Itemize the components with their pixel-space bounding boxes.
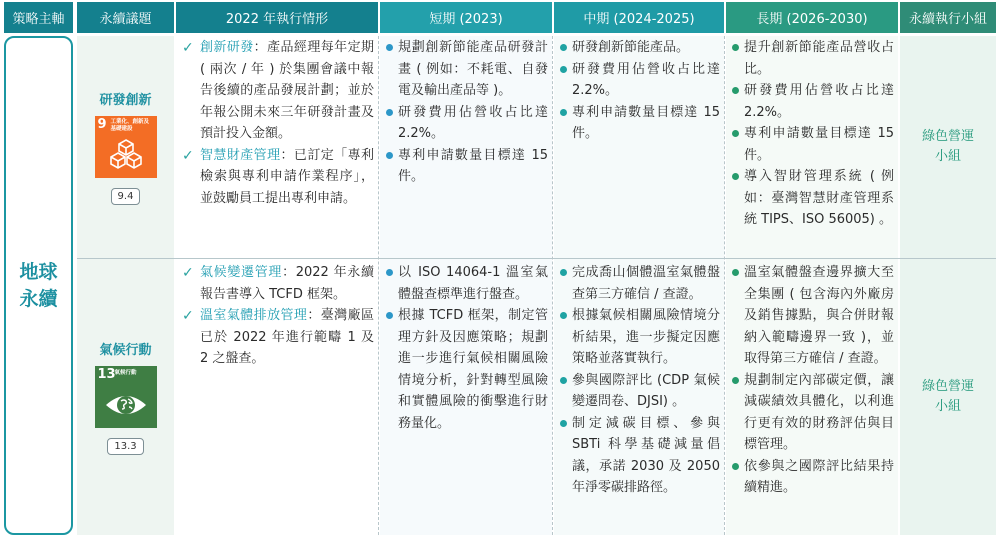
issue-cell: [77, 36, 174, 258]
status-keyword: 溫室氣體排放管理: [200, 308, 308, 323]
status-cell: [182, 262, 374, 370]
strategic-pillar: [4, 36, 73, 535]
status-keyword: 氣候變遷管理: [200, 265, 283, 280]
row-divider: [77, 258, 996, 259]
short-term-item: 根據 TCFD 框架，制定管理方針及因應策略；規劃進一步進行氣候相關風險情境分析，針對轉型風險和實體風險的衝擊進行財務量化。: [384, 305, 548, 434]
mid-term-cell: [558, 262, 720, 499]
check-icon: ✓: [182, 308, 194, 324]
sdg-number: 9: [97, 117, 107, 132]
long-term-item: 專利申請數量目標達 15 件。: [730, 123, 894, 166]
status-text: ：產品經理每年定期 ( 兩次 / 年 ) 於集團會議中報告後續的產品發展計劃；並於年報公開未來三年研發計畫及預計投入金額。: [200, 40, 374, 141]
status-keyword: 創新研發: [200, 40, 254, 55]
short-term-cell: [384, 37, 548, 188]
status-text: ：已訂定「專利檢索與專利申請作業程序」，並鼓勵員工提出專利申請。: [200, 147, 374, 206]
mid-term-item: 研發創新節能產品。: [558, 37, 720, 59]
short-term-item: 規劃創新節能產品研發計畫 ( 例如：不耗電、自發電及輸出產品等 )。: [384, 37, 548, 102]
issue-cell: [77, 259, 174, 535]
mid-term-cell: [558, 37, 720, 145]
mid-term-item: 根據氣候相關風險情境分析結果，進一步擬定因應策略並落實執行。: [558, 305, 720, 370]
status-text: ：2022 年永續報告書導入 TCFD 框架。: [200, 265, 374, 302]
sdg-number: 13: [97, 367, 116, 382]
status-cell: [182, 37, 374, 209]
check-icon: ✓: [182, 147, 194, 164]
issue-name: 氣候行動: [99, 343, 152, 358]
execution-group-cell: [900, 259, 996, 535]
check-icon: ✓: [182, 265, 194, 281]
column-divider: [552, 36, 554, 535]
header-long-term: 長期 (2026-2030): [726, 2, 898, 33]
short-term-item: 以 ISO 14064-1 溫室氣體盤查標準進行盤查。: [384, 262, 548, 305]
sdg-target: 13.3: [107, 438, 143, 455]
long-term-item: 提升創新節能產品營收占比。: [730, 37, 894, 80]
mid-term-item: 參與國際評比 (CDP 氣候變遷問卷、DJSI) 。: [558, 370, 720, 413]
sdg-label: 工業化、創新及基礎建設: [110, 119, 150, 132]
status-keyword: 智慧財產管理: [200, 147, 281, 163]
eye-globe-icon: [104, 390, 148, 420]
column-divider: [724, 36, 726, 535]
header-group: 永續執行小組: [900, 2, 996, 33]
check-icon: ✓: [182, 40, 194, 56]
cubes-icon: [106, 138, 146, 172]
status-text: ：臺灣廠區已於 2022 年進行範疇 1 及 2 之盤查。: [200, 308, 374, 366]
execution-group-label: 綠色營運小組: [922, 129, 975, 164]
header-issue: 永續議題: [77, 2, 174, 33]
long-term-item: 規劃制定內部碳定價，讓減碳績效具體化，以利進行更有效的財務評估與目標管理。: [730, 370, 894, 456]
column-divider: [378, 36, 380, 535]
execution-group-cell: [900, 36, 996, 258]
pillar-label: 地球永續: [19, 260, 58, 310]
sdg-label: 氣候行動: [114, 370, 137, 376]
long-term-cell: [730, 37, 894, 231]
status-item: [182, 262, 374, 305]
header-pillar: 策略主軸: [4, 2, 73, 33]
sdg-target: 9.4: [111, 188, 141, 205]
status-item: [182, 37, 374, 145]
status-item: [182, 145, 374, 210]
long-term-cell: [730, 262, 894, 499]
execution-group-label: 綠色營運小組: [922, 379, 975, 414]
issue-name: 研發創新: [99, 93, 152, 108]
header-mid-term: 中期 (2024-2025): [554, 2, 724, 33]
sdg-13-badge: [95, 366, 157, 428]
mid-term-item: 專利申請數量目標達 15 件。: [558, 102, 720, 145]
long-term-item: 研發費用佔營收占比達 2.2%。: [730, 80, 894, 123]
short-term-item: 研發費用佔營收占比達 2.2%。: [384, 102, 548, 145]
mid-term-item: 完成喬山個體溫室氣體盤查第三方確信 / 查證。: [558, 262, 720, 305]
long-term-item: 溫室氣體盤查邊界擴大至全集團 ( 包含海內外廠房及銷售據點，與合併財報納入範疇邊界一致 )，並取得第三方確信 / 查證。: [730, 262, 894, 370]
long-term-item: 導入智財管理系統 ( 例如：臺灣智慧財產管理系統 TIPS、ISO 56005) 。: [730, 166, 894, 231]
header-status: 2022 年執行情形: [176, 2, 378, 33]
short-term-item: 專利申請數量目標達 15 件。: [384, 145, 548, 188]
mid-term-item: 研發費用佔營收占比達 2.2%。: [558, 59, 720, 102]
short-term-cell: [384, 262, 548, 434]
sdg-9-badge: [95, 116, 157, 178]
header-short-term: 短期 (2023): [380, 2, 552, 33]
mid-term-item: 制定減碳目標、參與 SBTi 科學基礎減量倡議，承諾 2030 及 2050 年淨零碳排路徑。: [558, 413, 720, 499]
status-item: [182, 305, 374, 370]
long-term-item: 依參與之國際評比結果持續精進。: [730, 456, 894, 499]
